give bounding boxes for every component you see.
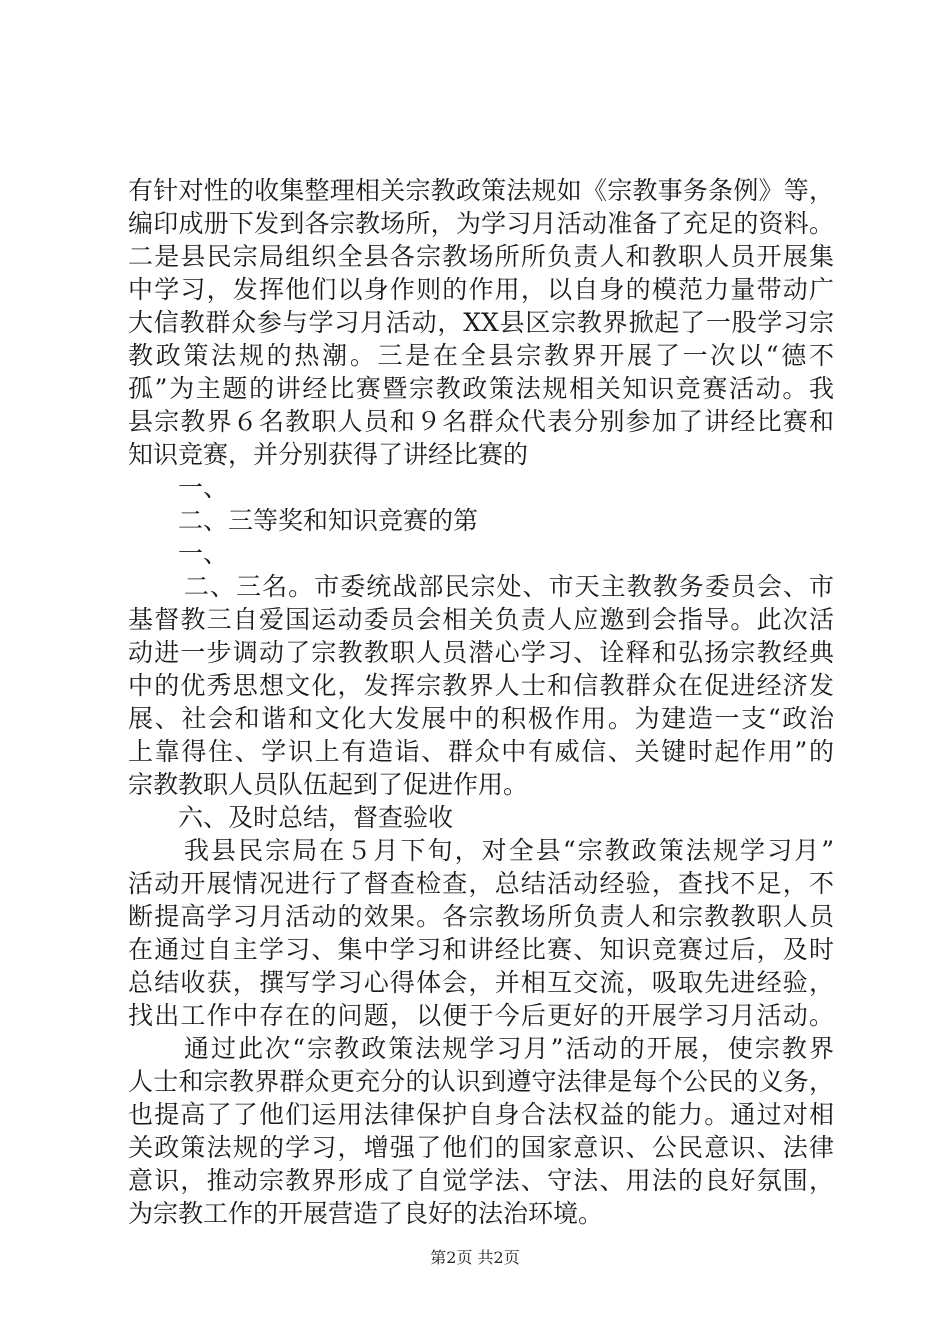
text-line: 上靠得住、学识上有造诣、群众中有威信、关键时起作用”的 (128, 737, 834, 766)
text-line: 孤”为主题的讲经比赛暨宗教政策法规相关知识竞赛活动。我 (128, 374, 834, 403)
text-line: 在通过自主学习、集中学习和讲经比赛、知识竞赛过后，及时 (128, 935, 834, 964)
text-line: 关政策法规的学习，增强了他们的国家意识、公民意识、法律 (128, 1133, 834, 1162)
text-line: 断提高学习月活动的效果。各宗教场所负责人和宗教教职人员 (128, 902, 834, 931)
page-footer: 第2页 共2页 (430, 1248, 520, 1267)
text-line: 六、及时总结，督查验收 (178, 803, 454, 832)
text-line: 找出工作中存在的问题，以便于今后更好的开展学习月活动。 (128, 1001, 834, 1030)
text-line: 大信教群众参与学习月活动，XX县区宗教界掀起了一股学习宗 (128, 308, 834, 337)
text-line: 人士和宗教界群众更充分的认识到遵守法律是每个公民的义务， (128, 1067, 834, 1096)
text-line: 中的优秀思想文化，发挥宗教界人士和信教群众在促进经济发 (128, 671, 834, 700)
text-line: 教政策法规的热潮。三是在全县宗教界开展了一次以“德不 (128, 341, 834, 370)
text-line: 动进一步调动了宗教教职人员潜心学习、诠释和弘扬宗教经典 (128, 638, 834, 667)
text-line: 二是县民宗局组织全县各宗教场所所负责人和教职人员开展集 (128, 242, 834, 271)
text-line: 县宗教界６名教职人员和９名群众代表分别参加了讲经比赛和 (128, 407, 834, 436)
text-line: 为宗教工作的开展营造了良好的法治环境。 (128, 1199, 604, 1228)
text-line: 活动开展情况进行了督查检查，总结活动经验，查找不足，不 (128, 869, 834, 898)
text-line: 总结收获，撰写学习心得体会，并相互交流，吸取先进经验， (128, 968, 834, 997)
text-line: 意识，推动宗教界形成了自觉学法、守法、用法的良好氛围， (128, 1166, 834, 1195)
text-line: 二、三名。市委统战部民宗处、市天主教教务委员会、市 (184, 572, 834, 601)
text-line: 也提高了了他们运用法律保护自身合法权益的能力。通过对相 (128, 1100, 834, 1129)
text-line: 展、社会和谐和文化大发展中的积极作用。为建造一支“政治 (128, 704, 834, 733)
text-line: 编印成册下发到各宗教场所，为学习月活动准备了充足的资料。 (128, 209, 834, 238)
text-line: 一、 (178, 539, 229, 568)
text-line: 通过此次“宗教政策法规学习月”活动的开展，使宗教界 (184, 1034, 834, 1063)
text-line: 一、 (178, 473, 229, 502)
text-line: 有针对性的收集整理相关宗教政策法规如《宗教事务条例》等， (128, 176, 834, 205)
document-body (128, 174, 834, 1230)
text-line: 基督教三自爱国运动委员会相关负责人应邀到会指导。此次活 (128, 605, 834, 634)
text-line: 中学习，发挥他们以身作则的作用，以自身的模范力量带动广 (128, 275, 834, 304)
text-line: 二、三等奖和知识竞赛的第 (178, 506, 479, 535)
text-line: 我县民宗局在５月下旬，对全县“宗教政策法规学习月” (184, 836, 834, 865)
text-line: 知识竞赛，并分别获得了讲经比赛的 (128, 440, 529, 469)
text-line: 宗教教职人员队伍起到了促进作用。 (128, 770, 529, 799)
